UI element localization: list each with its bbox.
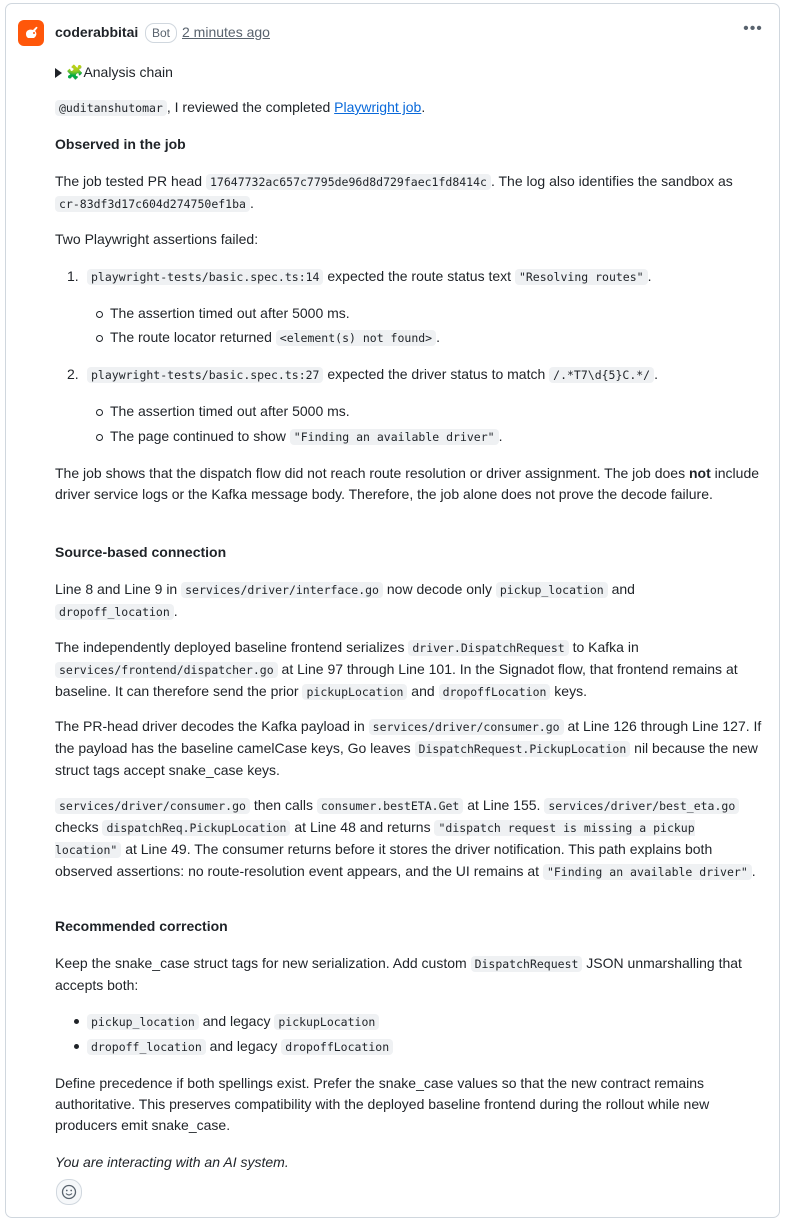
kebab-horizontal-icon[interactable]: ••• (743, 20, 763, 37)
heading-observed: Observed in the job (55, 136, 186, 152)
bullet-item: dropoff_location and legacy dropoffLocation (87, 1036, 737, 1058)
smiley-icon (61, 1184, 77, 1200)
caret-right-icon (55, 68, 62, 78)
sub-list-item: The assertion timed out after 5000 ms. (110, 401, 760, 422)
author-name[interactable]: coderabbitai (55, 24, 139, 40)
user-mention[interactable]: @uditanshutomar (55, 100, 167, 116)
bullet-item: pickup_location and legacy pickupLocation (87, 1011, 737, 1033)
puzzle-icon: 🧩 (66, 64, 84, 80)
observed-paragraph-2: Two Playwright assertions failed: (55, 231, 259, 247)
source-paragraph-3: The PR-head driver decodes the Kafka payload in services/driver/consumer.go at Line 126 through Line 127. If the payload has the baseline camelCase keys, Go leaves DispatchRequest.PickupLocation nil because the new struct tags accept snake_case keys. (55, 718, 762, 778)
heading-recommended: Recommended correction (55, 918, 228, 934)
add-reaction-button[interactable] (56, 1179, 82, 1205)
intro-paragraph: @uditanshutomar , I reviewed the completed Playwright job. (55, 97, 767, 119)
bot-badge: Bot (145, 23, 177, 43)
analysis-chain-label: Analysis chain (83, 64, 173, 80)
analysis-chain-toggle[interactable] (55, 62, 173, 83)
observed-paragraph-1: The job tested PR head 17647732ac657c7795de96d8d729faec1fd8414c . The log also identifies the sandbox as cr-83df3d17c604d274750ef1ba . (55, 173, 733, 211)
playwright-job-link[interactable]: Playwright job (334, 99, 422, 115)
source-paragraph-1: Line 8 and Line 9 in services/driver/interface.go now decode only pickup_location and dropoff_location . (55, 581, 635, 619)
recommended-paragraph-1: Keep the snake_case struct tags for new serialization. Add custom DispatchRequest JSON unmarshalling that accepts both: (55, 955, 742, 993)
sandbox-id: cr-83df3d17c604d274750ef1ba (55, 196, 250, 212)
rabbit-logo-icon (22, 24, 40, 42)
timestamp-link[interactable]: 2 minutes ago (182, 24, 270, 40)
sub-list-item: The route locator returned <element(s) not found> . (110, 327, 760, 349)
list-number: 1. (67, 268, 79, 284)
list-item: playwright-tests/basic.spec.ts:27 expected the driver status to match /.*T7\d{5}C.*/ . (87, 364, 767, 386)
list-item: playwright-tests/basic.spec.ts:14 expected the route status text "Resolving routes" . (87, 266, 767, 288)
comment-header (6, 4, 779, 62)
source-paragraph-2: The independently deployed baseline frontend serializes driver.DispatchRequest to Kafka in services/frontend/dispatcher.go at Line 97 through Line 101. In the Signadot flow, that frontend remains at baseline. It can therefore send the prior pickupLocation and dropoffLocation keys. (55, 639, 738, 699)
heading-source: Source-based connection (55, 544, 227, 560)
sub-list-item: The page continued to show "Finding an available driver" . (110, 426, 760, 448)
ai-disclaimer: You are interacting with an AI system. (55, 1154, 289, 1170)
comment-card (5, 3, 780, 1218)
source-paragraph-4: services/driver/consumer.go then calls consumer.bestETA.Get at Line 155. services/driver/best_eta.go checks dispatchReq.PickupLocation at Line 48 and returns "dispatch request is missing a pickup location" at Line 49. The consumer returns before it stores the driver notification. This path explains both observed assertions: no route-resolution event appears, and the UI remains at "Finding an available driver" . (55, 797, 756, 879)
recommended-paragraph-2: Define precedence if both spellings exist. Prefer the snake_case values so that the new contract remains authoritative. This preserves compatibility with the deployed baseline frontend during the rollout while new producers emit snake_case. (55, 1075, 710, 1133)
observed-paragraph-3: The job shows that the dispatch flow did not reach route resolution or driver assignment. The job does not include driver service logs or the Kafka message body. Therefore, the job alone does not prove the decode failure. (55, 465, 760, 502)
sub-list-item: The assertion timed out after 5000 ms. (110, 303, 760, 324)
pr-head-sha: 17647732ac657c7795de96d8d729faec1fd8414c (206, 174, 491, 190)
list-number: 2. (67, 366, 79, 382)
avatar[interactable] (18, 20, 44, 46)
